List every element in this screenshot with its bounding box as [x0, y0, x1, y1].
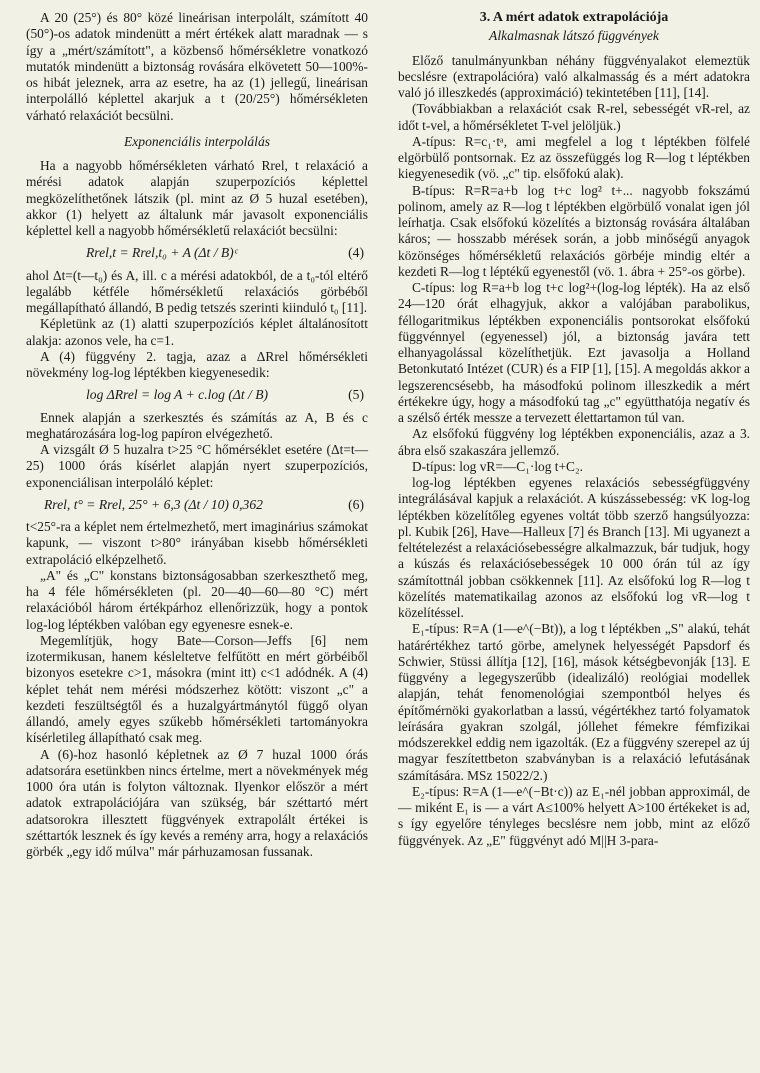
equation-4 [26, 245, 368, 261]
paragraph: log-log léptékben egyenes relaxációs sebességfüggvény integrálásával kapjuk a relaxációt. A kúszássebesség: vK log-log léptékben közelítőleg egyenes voltát több szerző hangsúlyozza: pl. Kubik [26], Have—Halleux [7] és Branch [13]. Mi ugyanezt a feltételezést a relaxációsebességre alkalmazzuk, bár tudjuk, hogy a kúszás és relaxációsebességek 10 000 órán túl az így számítottnál jobban csökkennek [11]. Az elsőfokú log R—log t közelítés matematikailag azonos az elsőfokú log vR—log t közelítéssel. [398, 475, 750, 620]
left-column [26, 10, 368, 860]
paragraph-e1-type: E₁-típus: R=A (1—e^(−Bt)), a log t léptékben „S" alakú, tehát határértékhez tartó görbe, amelynek helyességét Papsdorf és Schwier, Stüssi állítja [12], [16], mások kétségbevonják [13]. E függvény a legegyszerűbb (idealizáló) reológiai modellek alapján, tehát fenomenológiai szempontból helyes és építőmérnöki gyakorlatban a lassú, végértékhez tartó folyamatok leírására gyakran szolgál, jóllehet fémekre fémfizikai módszerekkel eddig nem igazolták. (Ez a függvény szerepel az új magyar feszítettbeton szabványban is a relaxáció lefutásának számítására. MSz 15022/2.) [398, 621, 750, 783]
equation-body: Rrel, t° = Rrel, 25° + 6,3 (Δt / 10) 0,362 [44, 496, 263, 512]
equation-number: (6) [348, 496, 364, 512]
paragraph: A vizsgált Ø 5 huzalra t>25 °C hőmérséklet esetére (Δt=t—25) 1000 órás kísérlet alapján nyert szuperpozíciós, exponenciálisan interpoláló képlet: [26, 442, 368, 490]
subsection-heading: Exponenciális interpolálás [123, 133, 271, 149]
equation-6 [26, 497, 368, 513]
right-column [398, 10, 750, 849]
paragraph: A 20 (25°) és 80° közé lineárisan interpolált, számított 40 (50°)-os adatok mindenütt a mért értékek alatt maradnak — s így a „mért/számított", a közbenső hőmérsékletre vonatkozó mutatók mindenütt a biztonság rovására elkövetett 50—100%-os hibát jeleznek, arra az esetre, ha az (1) jellegű, lineárisan interpolálló képlettel akarjuk a t (20/25°) hőmérsékleten várható relaxációt becsülni. [26, 10, 368, 123]
equation-number: (5) [348, 387, 364, 403]
paragraph: Ennek alapján a szerkesztés és számítás az A, B és c meghatározására log-log papíron elvégezhető. [26, 409, 368, 441]
paragraph: Ha a nagyobb hőmérsékleten várható Rrel, t relaxáció a mérési adatok alapján szuperpozíciós képlettel megközelíthetőnek látszik (pl. mint az Ø 5 huzal esetében), akkor (1) helyett az általunk már javasolt exponenciális képlettel kell a nagyobb hőmérsékletű relaxációt becsülni: [26, 158, 368, 238]
paragraph-e2-type: E₂-típus: R=A (1—e^(−Bt·c)) az E₁-nél jobban approximál, de — miként E₁ is — a várt A≤100% helyett A>100 értékeket is ad, s így egyelőre tényleges becslésre nem jobb, mint az előző függvények. Az „E" függvényt adó M||H 3-para- [398, 783, 750, 848]
paragraph: ahol Δt=(t—t₀) és A, ill. c a mérési adatokból, de a t₀-tól eltérő legalább kétféle hőmérsékletű relaxációs görbéből megállapítható állandó, B pedig tetszés szerinti kiinduló t₀ [11]. [26, 267, 368, 315]
paragraph: Képletünk az (1) alatti szuperpozíciós képlet általánosított alakja: azonos vele, ha c=1. [26, 316, 368, 348]
equation-5 [26, 387, 368, 403]
paragraph-a-type: A-típus: R=c₁·tᵃ, ami megfelel a log t léptékben fölfelé elgörbülő pontsornak. Ez az összefüggés log R—log t léptékben kiegyenesedik (vö. „c" tip. elsőfokú alak). [398, 133, 750, 182]
paragraph: Előző tanulmányunkban néhány függvényalakot elemeztük becslésre (extrapolációra) való alkalmasság és a mért adatokra való jó illeszkedés (approximáció) tekintetében [11], [14]. [398, 52, 750, 100]
paragraph-c-type: C-típus: log R=a+b log t+c log²+(log-log lépték). Ha az első 24—120 órát elhagyjuk, akkor a valójában parabolikus, féllogaritmikus léptékben exponenciális pontsorokat elsőfokú függvénnyel (egyenessel) jól, a biztonság javára tett elhanyagolással közelíthetjük. Ezt javasolja a Holland Betonkutató Intézet (CUR) és a FIP [1], [15]. A megoldás akkor a legszerencsésebb, ha másodfokú polinom illeszkedik a mért értékekre úgy, hogy a másodfokú tag „c" együtthatója negatív és a szélső érték messze a tervezett élettartamon túl van. [398, 280, 750, 425]
equation-body: Rrel,t = Rrel,t₀ + A (Δt / B)ᶜ [86, 245, 238, 261]
paragraph: A (4) függvény 2. tagja, azaz a ΔRrel hőmérsékleti növekmény log-log léptékben kiegyenesedik: [26, 348, 368, 380]
paragraph: A (6)-hoz hasonló képletnek az Ø 7 huzal 1000 órás adatsorára esetünkben nincs értelme, mert a növekmények még 1000 óra után is folyton változnak. Ilyenkor először a mért adatok extrapolációjára van szükség, bár széttartó mért adatsorokra illesztett függvények extrapolált értékei is széttartók lesznek és így kevés a remény arra, hogy a relaxációs görbék „egy idő múlva" már párhuzamosan fussanak. [26, 746, 368, 859]
paragraph-b-type: B-típus: R=R=a+b log t+c log² t+... nagyobb fokszámú polinom, amely az R—log t léptékben elgörbülő vonalat igen jól leírhatja. Csak elsőfokú közelítés a biztonság rovására általában káros; — hosszabb mérések során, a jobb minőségű anyagok közönséges hőmérsékletű relaxációs görbéje mindig eltér a kezdeti R—log t léptékű egyenestől (vö. 1. ábra + 25°-os görbe). [398, 182, 750, 279]
paragraph-d-type: D-típus: log vR=—C₁·log t+C₂. [412, 458, 584, 474]
paragraph: t<25°-ra a képlet nem értelmezhető, mert imaginárius számokat kapunk, — viszont t>80° irányában kisebb hőmérsékleti extrapoláció elképzelhető. [26, 519, 368, 567]
section-heading: 3. A mért adatok extrapolációja [479, 10, 669, 25]
paragraph: „A" és „C" konstans biztonságosabban szerkeszthető meg, ha 4 féle hőmérsékleten (pl. 20—40—60—80 °C) mért relaxációból három értékpárhoz ellenőrizzük, hogy a pontok log-log léptékben valóban egy egyenesre esnek-e. [26, 567, 368, 632]
paragraph: (Továbbiakban a relaxációt csak R-rel, sebességét vR-rel, az időt t-vel, a hőmérsékletet T-vel jelöljük.) [398, 101, 750, 133]
subsection-heading: Alkalmasnak látszó függvények [489, 28, 659, 44]
equation-number: (4) [348, 245, 364, 261]
paragraph: Az elsőfokú függvény log léptékben exponenciális, azaz a 3. ábra első szakaszára jellemző. [398, 426, 750, 458]
equation-body: log ΔRrel = log A + c.log (Δt / B) [86, 387, 269, 403]
paragraph: Megemlítjük, hogy Bate—Corson—Jeffs [6] nem izotermikusan, hanem késleltetve felfűtött en mért görbéiből bizonyos esetekre c>1, másokra (mint itt) c<1 adódnék. A (4) képlet tehát nem mérési módszerhez kötött: viszont „c" a kezdeti feszültségtől és a huzalgyártmánytól függő olyan állandó, amely egyes szűkebb hőmérsékleti tartományokra kísérletileg állapítható csak meg. [26, 632, 368, 746]
